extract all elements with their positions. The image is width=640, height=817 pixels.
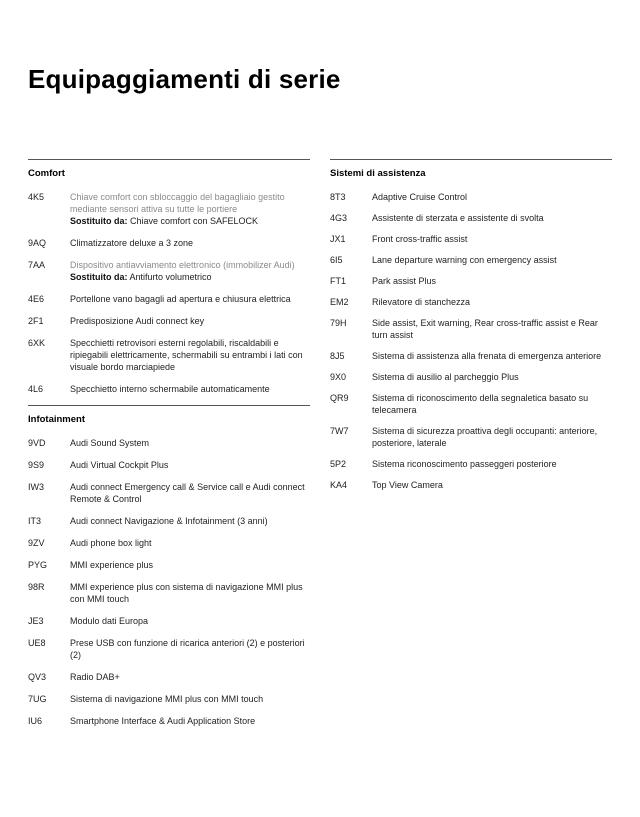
item-description: Prese USB con funzione di ricarica anteriori (2) e posteriori (2): [70, 638, 305, 660]
item-body: [372, 254, 612, 266]
list-item: [28, 237, 310, 249]
item-description: Radio DAB+: [70, 672, 120, 682]
item-body: [372, 296, 612, 308]
item-body: [70, 693, 310, 705]
item-body: [70, 191, 310, 227]
list-item: [330, 458, 612, 470]
item-description: Audi Sound System: [70, 438, 150, 448]
item-description: Sistema di sicurezza proattiva degli occupanti: anteriore, posteriore, laterale: [372, 426, 598, 448]
item-description: Audi connect Navigazione & Infotainment (3 anni): [70, 516, 268, 526]
item-code: 9AQ: [28, 238, 47, 248]
item-body: [70, 671, 310, 683]
item-code: 8J5: [330, 351, 345, 361]
item-body: [70, 581, 310, 605]
item-description: Modulo dati Europa: [70, 616, 149, 626]
section-title-infotainment: Infotainment: [28, 414, 85, 425]
replacement-label: Sostituito da:: [70, 272, 128, 282]
item-body: [70, 537, 310, 549]
item-description: Chiave comfort con sbloccaggio del bagagliaio gestito mediante sensori attiva su tutte le portiere: [70, 192, 285, 214]
item-description: Adaptive Cruise Control: [372, 192, 468, 202]
list-item: [28, 293, 310, 305]
list-item: [330, 371, 612, 383]
replacement-note: [70, 271, 310, 283]
item-body: [372, 350, 612, 362]
list-item: [330, 392, 612, 416]
item-body: [372, 275, 612, 287]
item-body: [70, 481, 310, 505]
list-item: [28, 581, 310, 605]
item-code: 4L6: [28, 384, 44, 394]
list-item: [330, 296, 612, 308]
list-item: [28, 515, 310, 527]
list-item: [28, 671, 310, 683]
item-body: [372, 371, 612, 383]
item-code: QR9: [330, 393, 349, 403]
item-code: 79H: [330, 318, 347, 328]
replacement-value: Antifurto volumetrico: [129, 272, 212, 282]
list-item: [28, 437, 310, 449]
item-code: 9ZV: [28, 538, 45, 548]
item-description: Climatizzatore deluxe a 3 zone: [70, 238, 194, 248]
item-code: IU6: [28, 716, 43, 726]
item-body: [70, 515, 310, 527]
item-body: [372, 233, 612, 245]
section-title-assistenza: Sistemi di assistenza: [330, 168, 426, 179]
section-title-comfort: Comfort: [28, 168, 65, 179]
item-body: [372, 392, 612, 416]
item-description: Smartphone Interface & Audi Application Store: [70, 716, 256, 726]
item-description: Audi phone box light: [70, 538, 152, 548]
item-body: [372, 458, 612, 470]
item-description: Specchietto interno schermabile automaticamente: [70, 384, 270, 394]
left-column: [28, 159, 310, 737]
item-body: [70, 315, 310, 327]
item-description: Sistema di riconoscimento della segnaletica basato su telecamera: [372, 393, 589, 415]
item-body: [70, 637, 310, 661]
item-code: 4G3: [330, 213, 348, 223]
item-code: 7AA: [28, 260, 46, 270]
section-comfort: [28, 159, 310, 395]
item-description: Specchietti retrovisori esterni regolabili, riscaldabili e ripiegabili elettricamente, schermabili su entrambi i lati con visuale bordo marciapiede: [70, 338, 303, 372]
item-body: [70, 237, 310, 249]
item-code: 4K5: [28, 192, 45, 202]
list-item: [28, 715, 310, 727]
item-description: Audi connect Emergency call & Service call e Audi connect Remote & Control: [70, 482, 305, 504]
item-description: Predisposizione Audi connect key: [70, 316, 205, 326]
item-description: Sistema di assistenza alla frenata di emergenza anteriore: [372, 351, 602, 361]
list-item: [330, 425, 612, 449]
item-body: [70, 293, 310, 305]
item-body: [70, 383, 310, 395]
list-item: [28, 259, 310, 283]
item-code: 4E6: [28, 294, 45, 304]
item-code: QV3: [28, 672, 47, 682]
item-body: [70, 259, 310, 283]
list-item: [28, 559, 310, 571]
item-description: Rilevatore di stanchezza: [372, 297, 471, 307]
item-code: JX1: [330, 234, 346, 244]
item-description: Sistema di ausilio al parcheggio Plus: [372, 372, 519, 382]
item-body: [70, 715, 310, 727]
list-item: [28, 637, 310, 661]
item-description: Lane departure warning con emergency assist: [372, 255, 557, 265]
item-code: 98R: [28, 582, 45, 592]
list-item: [330, 233, 612, 245]
item-description: Sistema riconoscimento passeggeri posteriore: [372, 459, 557, 469]
page-title: Equipaggiamenti di serie: [28, 64, 341, 94]
item-code: 9X0: [330, 372, 347, 382]
item-description: Audi Virtual Cockpit Plus: [70, 460, 169, 470]
item-code: 7UG: [28, 694, 47, 704]
item-body: [70, 337, 310, 373]
item-code: EM2: [330, 297, 349, 307]
item-description: Top View Camera: [372, 480, 443, 490]
item-description: Front cross-traffic assist: [372, 234, 468, 244]
item-body: [372, 425, 612, 449]
item-body: [372, 317, 612, 341]
replacement-label: Sostituito da:: [70, 216, 128, 226]
item-body: [70, 615, 310, 627]
right-column: [330, 159, 612, 500]
section-sistemi-di-assistenza: [330, 159, 612, 491]
item-code: IW3: [28, 482, 45, 492]
item-code: FT1: [330, 276, 347, 286]
list-item: [330, 317, 612, 341]
item-description: MMI experience plus con sistema di navigazione MMI plus con MMI touch: [70, 582, 303, 604]
item-code: 6XK: [28, 338, 46, 348]
item-description: Dispositivo antiavviamento elettronico (immobilizer Audi): [70, 260, 295, 270]
item-code: 2F1: [28, 316, 44, 326]
list-item: [330, 254, 612, 266]
list-item: [28, 315, 310, 327]
item-body: [70, 459, 310, 471]
item-code: 7W7: [330, 426, 349, 436]
item-body: [372, 191, 612, 203]
item-code: IT3: [28, 516, 42, 526]
section-infotainment: [28, 405, 310, 727]
item-code: KA4: [330, 480, 348, 490]
item-code: PYG: [28, 560, 48, 570]
replacement-value: Chiave comfort con SAFELOCK: [130, 216, 259, 226]
item-code: JE3: [28, 616, 44, 626]
item-description: Side assist, Exit warning, Rear cross-traffic assist e Rear turn assist: [372, 318, 598, 340]
list-item: [28, 191, 310, 227]
list-item: [330, 212, 612, 224]
item-body: [372, 479, 612, 491]
list-item: [28, 537, 310, 549]
item-description: Portellone vano bagagli ad apertura e chiusura elettrica: [70, 294, 291, 304]
item-code: 6I5: [330, 255, 343, 265]
list-item: [28, 615, 310, 627]
list-item: [28, 459, 310, 471]
item-code: 5P2: [330, 459, 347, 469]
item-body: [70, 437, 310, 449]
list-item: [28, 481, 310, 505]
item-description: MMI experience plus: [70, 560, 154, 570]
item-code: 9VD: [28, 438, 46, 448]
list-item: [330, 350, 612, 362]
item-code: 8T3: [330, 192, 346, 202]
list-item: [28, 337, 310, 373]
list-item: [330, 275, 612, 287]
item-description: Assistente di sterzata e assistente di svolta: [372, 213, 544, 223]
list-item: [330, 191, 612, 203]
list-item: [28, 693, 310, 705]
replacement-note: [70, 215, 310, 227]
item-body: [372, 212, 612, 224]
item-description: Sistema di navigazione MMI plus con MMI touch: [70, 694, 264, 704]
list-item: [28, 383, 310, 395]
item-description: Park assist Plus: [372, 276, 437, 286]
item-body: [70, 559, 310, 571]
list-item: [330, 479, 612, 491]
item-code: 9S9: [28, 460, 45, 470]
item-code: UE8: [28, 638, 46, 648]
